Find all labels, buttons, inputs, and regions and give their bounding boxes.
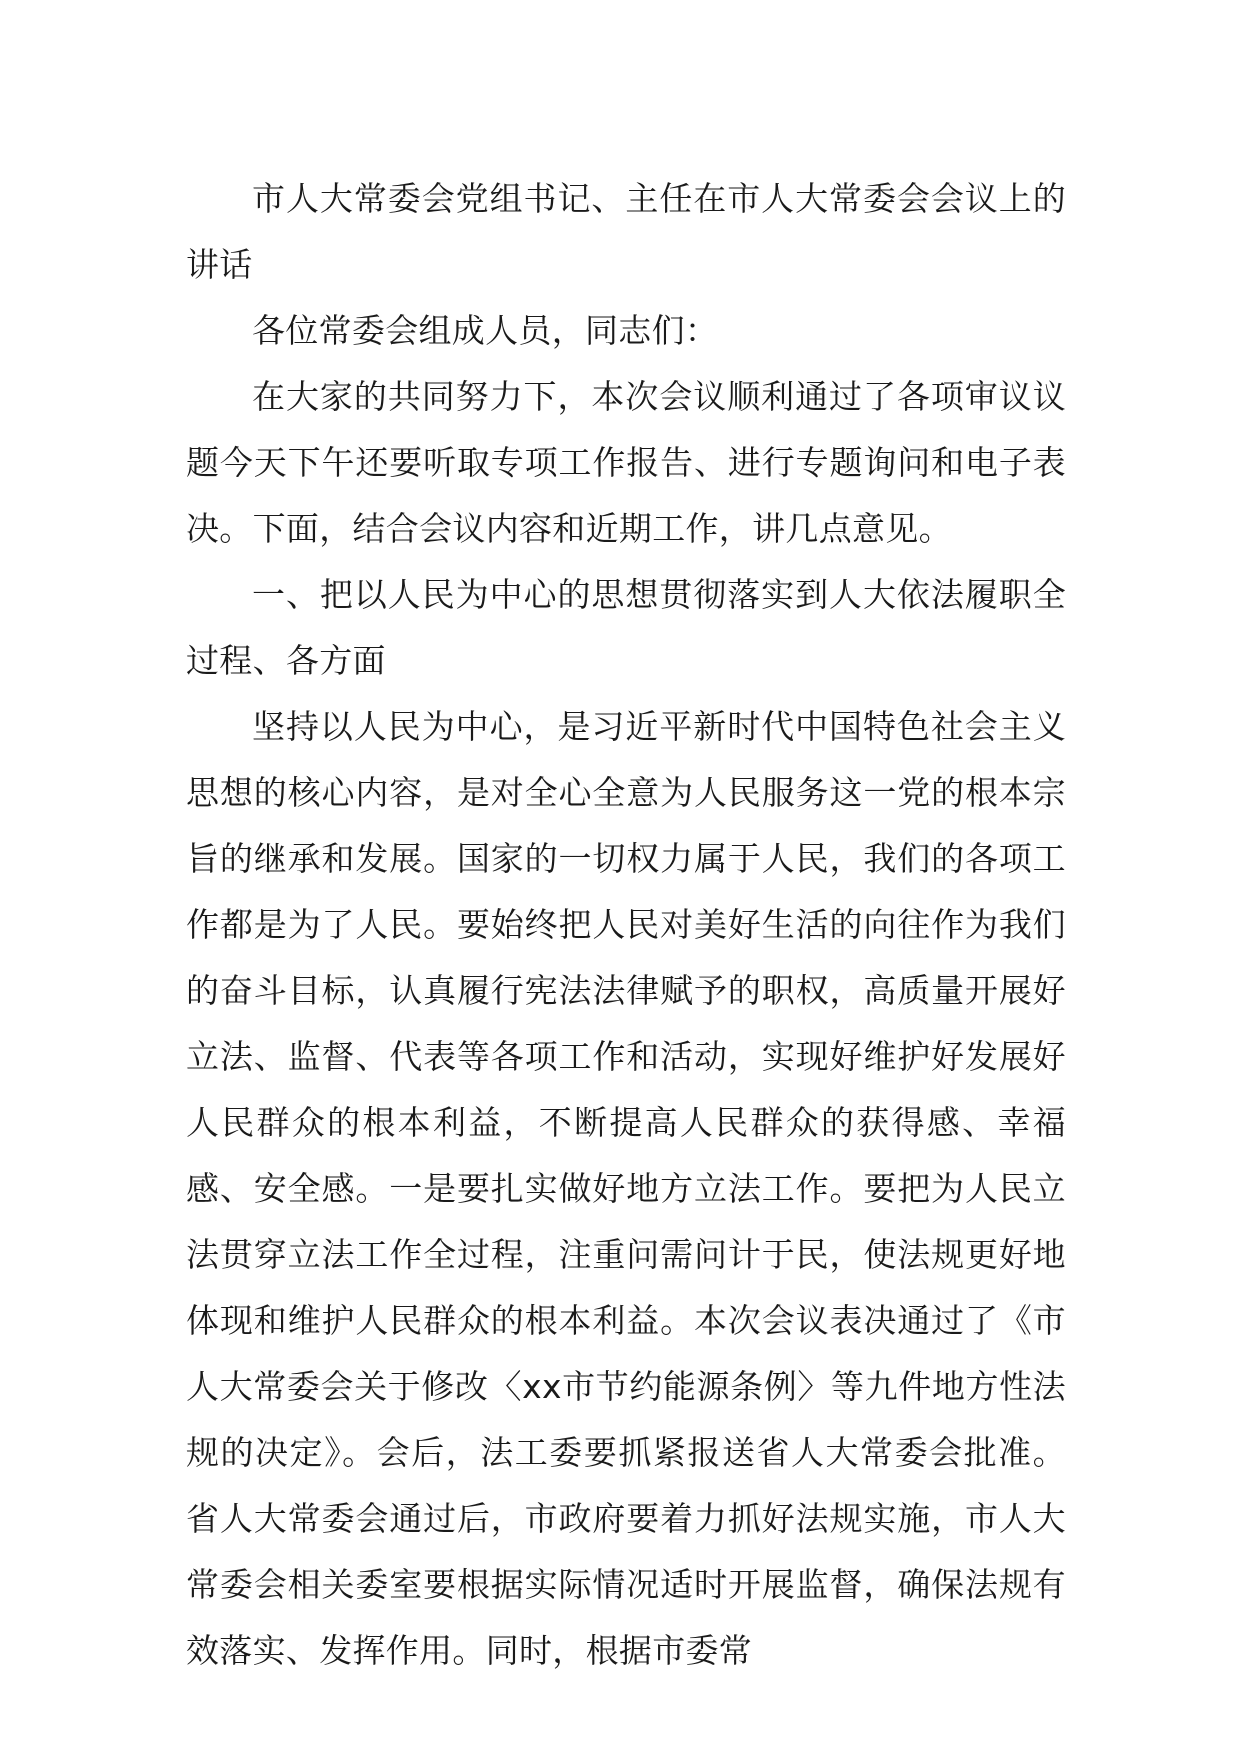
paragraph-body: 坚持以人民为中心，是习近平新时代中国特色社会主义思想的核心内容，是对全心全意为人民服务这一党的根本宗旨的继承和发展。国家的一切权力属于人民，我们的各项工作都是为了人民。要始终把人民对美好生活的向往作为我们的奋斗目标，认真履行宪法法律赋予的职权，高质量开展好立法、监督、代表等各项工作和活动，实现好维护好发展好人民群众的根本利益，不断提高人民群众的获得感、幸福感、安全感。一是要扎实做好地方立法工作。要把为人民立法贯穿立法工作全过程，注重问需问计于民，使法规更好地体现和维护人民群众的根本利益。本次会议表决通过了《市人大常委会关于修改〈xx市节约能源条例〉等九件地方性法规的决定》。会后，法工委要抓紧报送省人大常委会批准。省人大常委会通过后，市政府要着力抓好法规实施，市人大常委会相关委室要根据实际情况适时开展监督，确保法规有效落实、发挥作用。同时，根据市委常 — [186, 707, 1066, 1670]
document-body — [186, 166, 1066, 1684]
speech-title: 市人大常委会党组书记、主任在市人大常委会会议上的讲话 — [186, 179, 1066, 284]
salutation: 各位常委会组成人员，同志们： — [252, 311, 719, 350]
section-heading-1: 一、把以人民为中心的思想贯彻落实到人大依法履职全过程、各方面 — [186, 575, 1066, 680]
paragraph-intro: 在大家的共同努力下，本次会议顺利通过了各项审议议题今天下午还要听取专项工作报告、进行专题询问和电子表决。下面，结合会议内容和近期工作，讲几点意见。 — [186, 377, 1066, 548]
